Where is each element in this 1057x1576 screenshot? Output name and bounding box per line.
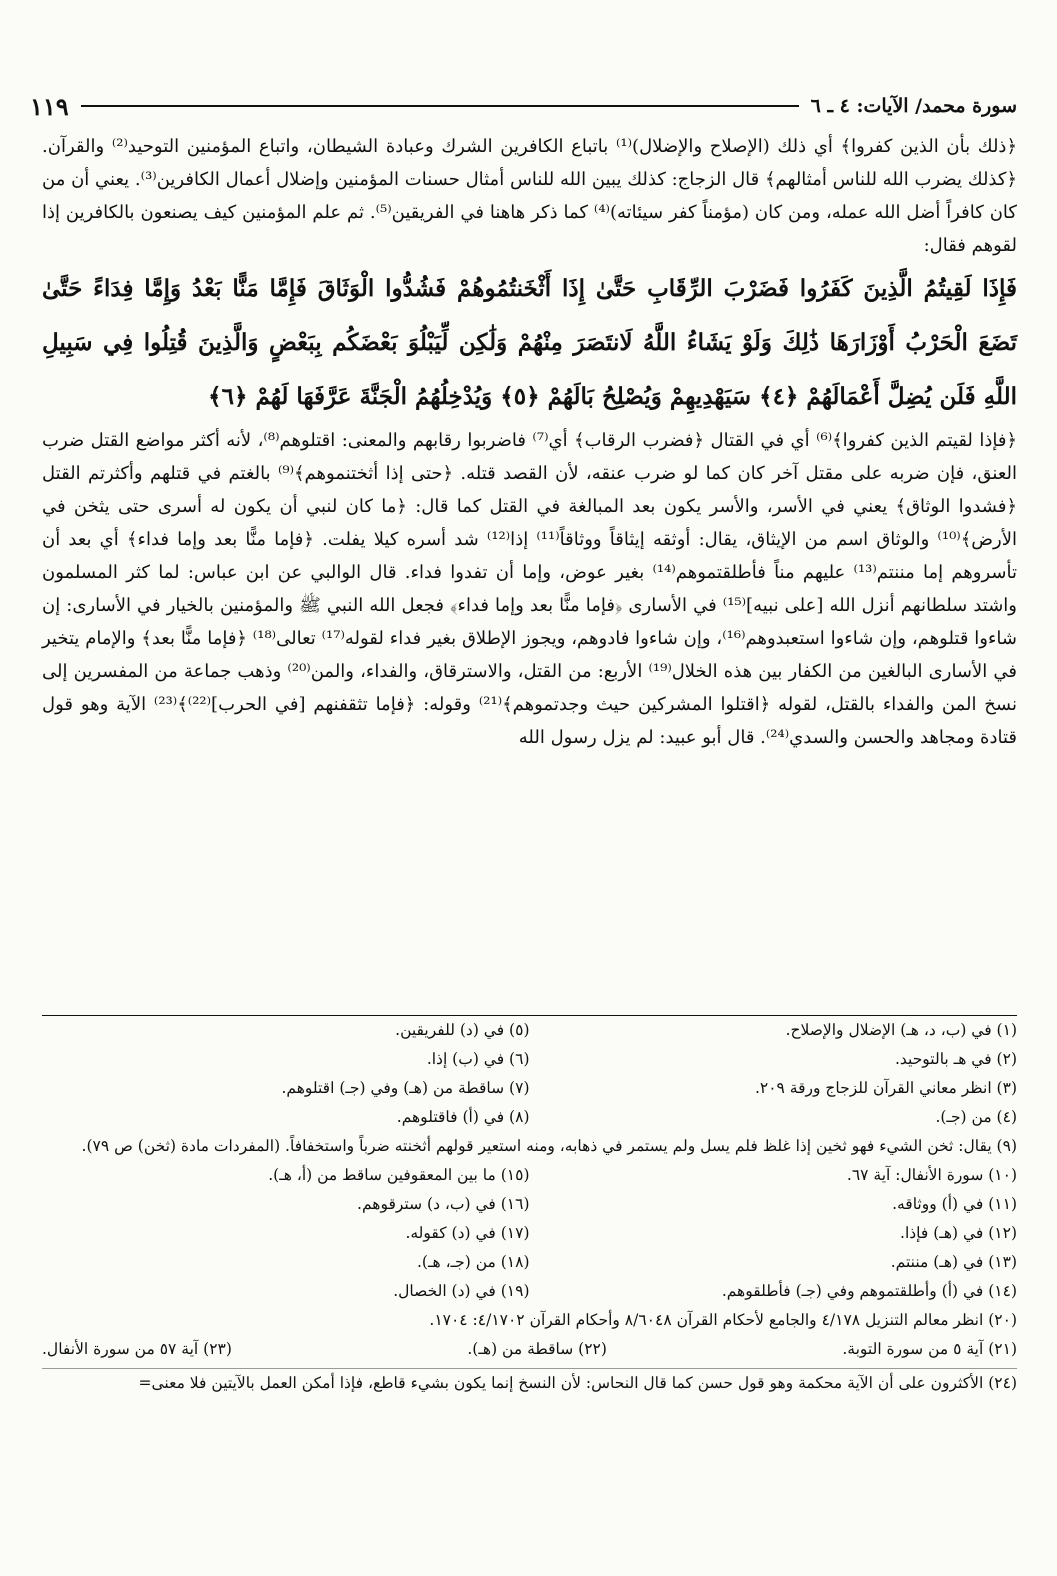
footnotes-block-2: [42, 1161, 1017, 1306]
footnote-22: (٢٢) ساقطة من (هـ).: [467, 1340, 607, 1358]
paragraph-2: ﴿فإذا لقيتم الذين كفروا﴾⁽⁶⁾ أي في القتال ﴿فضرب الرقاب﴾ أي⁽⁷⁾ فاضربوا رقابهم والمعنى: اقتلوهم⁽⁸⁾، لأنه أكثر مواضع القتل ضرب العنق، فإن ضربه على مقتل آخر كان كما لو ضرب عنقه، لأن القصد قتله. ﴿حتى إذا أثختنموهم﴾⁽⁹⁾ بالغتم في قتلهم وأكثرتم القتل ﴿فشدوا الوثاق﴾ يعني في الأسر، والأسر يكون بعد المبالغة في القتل كما قال: ﴿ما كان لنبي أن يكون له أسرى حتى يثخن في الأرض﴾⁽¹⁰⁾ والوثاق اسم من الإيثاق، يقال: أوثقه إيثاقاً ووثاقاً⁽¹¹⁾ إذا⁽¹²⁾ شد أسره كيلا يفلت. ﴿فإما منًّا بعد وإما فداء﴾ أي بعد أن تأسروهم إما مننتم⁽¹³⁾ عليهم مناً فأطلقتموهم⁽¹⁴⁾ بغير عوض، وإما أن تفدوا فداء. قال الوالبي عن ابن عباس: لما كثر المسلمون واشتد سلطانهم أنزل الله [على نبيه]⁽¹⁵⁾ في الأسارى ﴿فإما منًّا بعد وإما فداء﴾ فجعل الله النبي ﷺ والمؤمنين بالخيار في الأسارى: إن شاءوا قتلوهم، وإن شاءوا استعبدوهم⁽¹⁶⁾، وإن شاءوا فادوهم، ويجوز الإطلاق بغير فداء لقوله⁽¹⁷⁾ تعالى⁽¹⁸⁾ ﴿فإما منًّا بعد﴾ والإمام يتخير في الأسارى البالغين من الكفار بين هذه الخلال⁽¹⁹⁾ الأربع: من القتل، والاسترقاق، والفداء، والمن⁽²⁰⁾ وذهب جماعة من المفسرين إلى نسخ المن والفداء بالقتل، لقوله ﴿اقتلوا المشركين حيث وجدتموهم﴾⁽²¹⁾ وقوله: ﴿فإما تثقفنهم [في الحرب]⁽²²⁾﴾⁽²³⁾ الآية وهو قول قتادة ومجاهد والحسن والسدي⁽²⁴⁾. قال أبو عبيد: لم يزل رسول الله: [42, 430, 1018, 748]
footnote: (١٢) في (هـ) فإذا.: [900, 1224, 1017, 1242]
footnote: (٤) من (جـ).: [935, 1108, 1017, 1126]
footnotes-col-right: [530, 1161, 1018, 1306]
footnote: (٥) في (د) للفريقين.: [395, 1021, 530, 1039]
footnote: (٨) في (أ) فاقتلوهم.: [396, 1108, 530, 1126]
header-rule: [81, 105, 799, 107]
footnote-21: (٢١) آية ٥ من سورة التوبة.: [842, 1340, 1017, 1358]
main-text: [42, 130, 1017, 754]
footnote: (١٩) في (د) الخصال.: [393, 1282, 530, 1300]
footnote: (١٣) في (هـ) مننتم.: [890, 1253, 1017, 1271]
footnote: (٦) في (ب) إذا.: [426, 1050, 530, 1068]
quran-verses: فَإِذَا لَقِيتُمُ الَّذِينَ كَفَرُوا فَضَرْبَ الرِّقَابِ حَتَّىٰ إِذَا أَثْخَنتُمُوهُمْ فَشُدُّوا الْوَثَاقَ فَإِمَّا مَنًّا بَعْدُ وَإِمَّا فِدَاءً حَتَّىٰ تَضَعَ الْحَرْبُ أَوْزَارَهَا ذَٰلِكَ وَلَوْ يَشَاءُ اللَّهُ لَانتَصَرَ مِنْهُمْ وَلَٰكِن لِّيَبْلُوَ بَعْضَكُم بِبَعْضٍ وَالَّذِينَ قُتِلُوا فِي سَبِيلِ اللَّهِ فَلَن يُضِلَّ أَعْمَالَهُمْ ﴿٤﴾ سَيَهْدِيهِمْ وَيُصْلِحُ بَالَهُمْ ﴿٥﴾ وَيُدْخِلُهُمُ الْجَنَّةَ عَرَّفَهَا لَهُمْ ﴿٦﴾: [42, 275, 1017, 410]
footnote: (١١) في (أ) ووثاقه.: [892, 1195, 1017, 1213]
footnotes-row-21-23: [42, 1335, 1017, 1364]
footnote: (١٤) في (أ) وأطلقتموهم وفي (جـ) فأطلقوهم.: [721, 1282, 1017, 1300]
page-header: [30, 86, 1017, 126]
footnote-24: (٢٤) الأكثرون على أن الآية محكمة وهو قول حسن كما قال النحاس: لأن النسخ إنما يكون بشيء قاطع، فإذا أمكن العمل بالآيتين فلا معنى=: [138, 1374, 1017, 1392]
paragraph-1: ﴿ذلك بأن الذين كفروا﴾ أي ذلك (الإصلاح والإضلال)⁽¹⁾ باتباع الكافرين الشرك وعبادة الشيطان، واتباع المؤمنين التوحيد⁽²⁾ والقرآن. ﴿كذلك يضرب الله للناس أمثالهم﴾ قال الزجاج: كذلك يبين الله للناس أمثال حسنات المؤمنين وإضلال أعمال الكافرين⁽³⁾. يعني أن من كان كافراً أضل الله عمله، ومن كان (مؤمناً كفر سيئاته)⁽⁴⁾ كما ذكر هاهنا في الفريقين⁽⁵⁾. ثم علم المؤمنين كيف يصنعون بالكافرين إذا لقوهم فقال:: [42, 136, 1017, 256]
surah-title: سورة محمد/ الآيات: ٤ ـ ٦: [810, 95, 1017, 117]
footnote: (١٧) في (د) كقوله.: [405, 1224, 530, 1242]
footnotes-col-left: [42, 1016, 530, 1132]
footnote: (١٥) ما بين المعقوفين ساقط من (أ، هـ).: [268, 1166, 530, 1184]
footnote: (١٠) سورة الأنفال: آية ٦٧.: [846, 1166, 1017, 1184]
footnote: (١) في (ب، د، هـ) الإضلال والإصلاح.: [785, 1021, 1017, 1039]
footnote: (٢) في هـ بالتوحيد.: [894, 1050, 1017, 1068]
footnotes-col-left: [42, 1161, 530, 1306]
footnote: (١٨) من (جـ، هـ).: [416, 1253, 530, 1271]
footnotes-block-1: [42, 1016, 1017, 1132]
footnote: (٣) انظر معاني القرآن للزجاج ورقة ٢٠٩.: [754, 1079, 1017, 1097]
footnote-23: (٢٣) آية ٥٧ من سورة الأنفال.: [42, 1340, 232, 1358]
page-number: ١١٩: [30, 91, 69, 121]
footnote: (١٦) في (ب، د) سترقوهم.: [357, 1195, 530, 1213]
footnote: (٧) ساقطة من (هـ) وفي (جـ) اقتلوهم.: [281, 1079, 530, 1097]
footnote-20: (٢٠) انظر معالم التنزيل ٤/١٧٨ والجامع لأحكام القرآن ٨/٦٠٤٨ وأحكام القرآن ٤/١٧٠٢: ١٧٠٤.: [429, 1311, 1017, 1329]
footnotes-col-right: [530, 1016, 1018, 1132]
footnote-9: (٩) يقال: ثخن الشيء فهو ثخين إذا غلظ فلم يسل ولم يستمر في ذهابه، ومنه استعير قولهم أثخنته ضرباً واستخفافاً. (المفردات مادة (ثخن) ص ٧٩).: [81, 1137, 1017, 1155]
footnotes: [42, 1015, 1017, 1398]
